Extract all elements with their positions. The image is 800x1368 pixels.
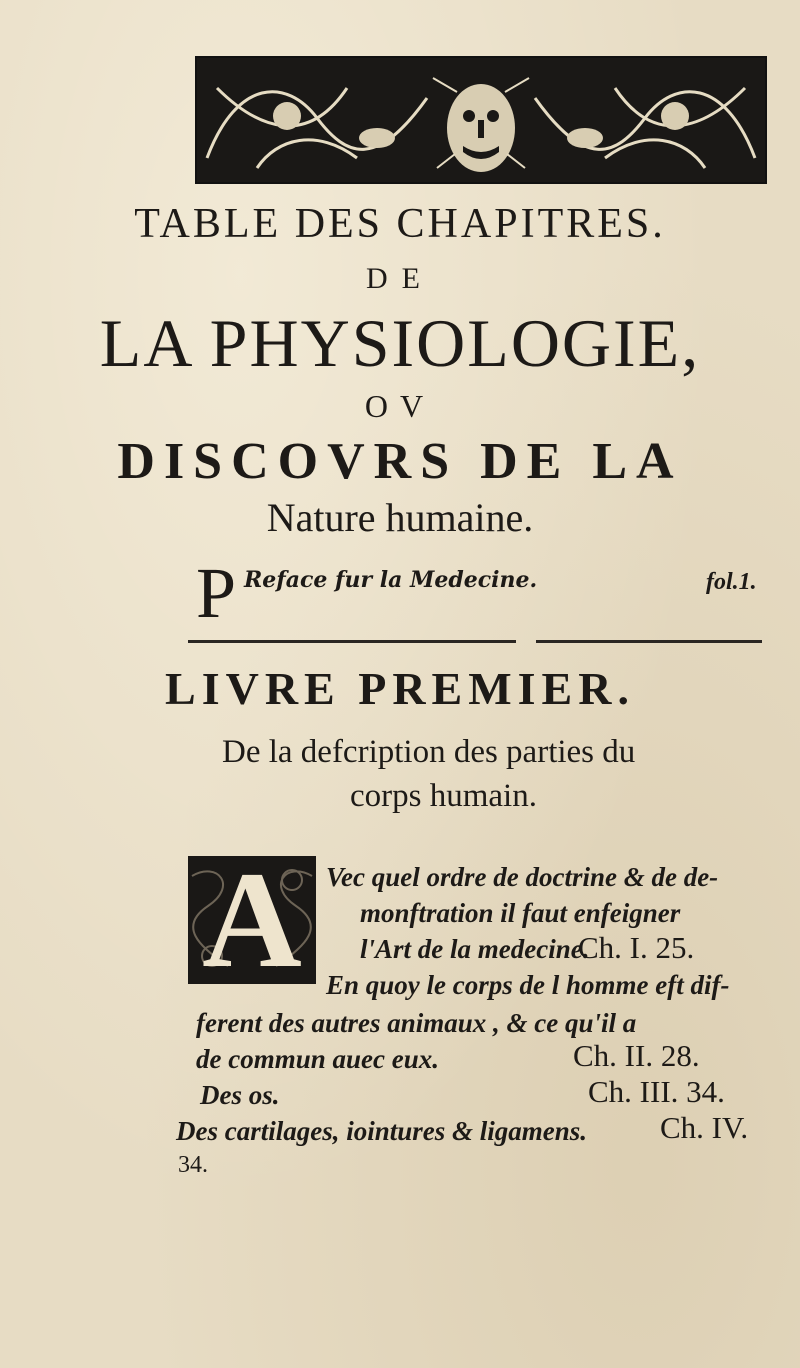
entry-4-page: 34. (178, 1152, 208, 1178)
grotesque-mask-icon (197, 58, 765, 182)
entry-2-line3: de commun auec eux. (196, 1044, 439, 1074)
headpiece-ornament (195, 56, 767, 184)
decorated-initial (188, 856, 316, 984)
divider-right (536, 640, 762, 643)
entry-2-chapter: Ch. II. 28. (573, 1038, 700, 1073)
entry-1-line1: Vec quel ordre de doctrine & de de- (326, 862, 719, 892)
title-discovrs: DISCOVRS DE LA (117, 433, 683, 490)
entry-3-line1: Des os. (200, 1080, 280, 1110)
entry-4-line1: Des cartilages, iointures & ligamens. (176, 1116, 588, 1146)
divider-left (188, 640, 516, 643)
title-de: DE (366, 262, 434, 295)
livre-description-line1: De la defcription des parties du (222, 734, 636, 770)
entry-3-chapter: Ch. III. 34. (588, 1074, 725, 1109)
entry-1-chapter: Ch. I. 25. (578, 930, 695, 965)
title-ov: OV (364, 388, 436, 424)
title-nature: Nature humaine. (266, 495, 534, 540)
preface-folio: fol.1. (706, 569, 757, 595)
preface-entry: Reface fur la Medecine. (244, 567, 538, 593)
entry-4-chapter: Ch. IV. (660, 1110, 749, 1145)
entry-1-line3: l'Art de la medecine. (360, 934, 590, 964)
initial-letter: A (202, 856, 302, 984)
title-physiologie: LA PHYSIOLOGIE, (99, 305, 701, 381)
table-title: TABLE DES CHAPITRES. (134, 201, 666, 247)
livre-heading: LIVRE PREMIER. (165, 663, 635, 714)
preface-dropcap: P (196, 553, 237, 633)
entry-1-line2: monftration il faut enfeigner (360, 898, 681, 928)
entry-2-line1: En quoy le corps de l homme eft dif- (326, 970, 730, 1000)
livre-description-line2: corps humain. (350, 778, 537, 814)
entry-2-line2: ferent des autres animaux , & ce qu'il a (196, 1008, 637, 1038)
